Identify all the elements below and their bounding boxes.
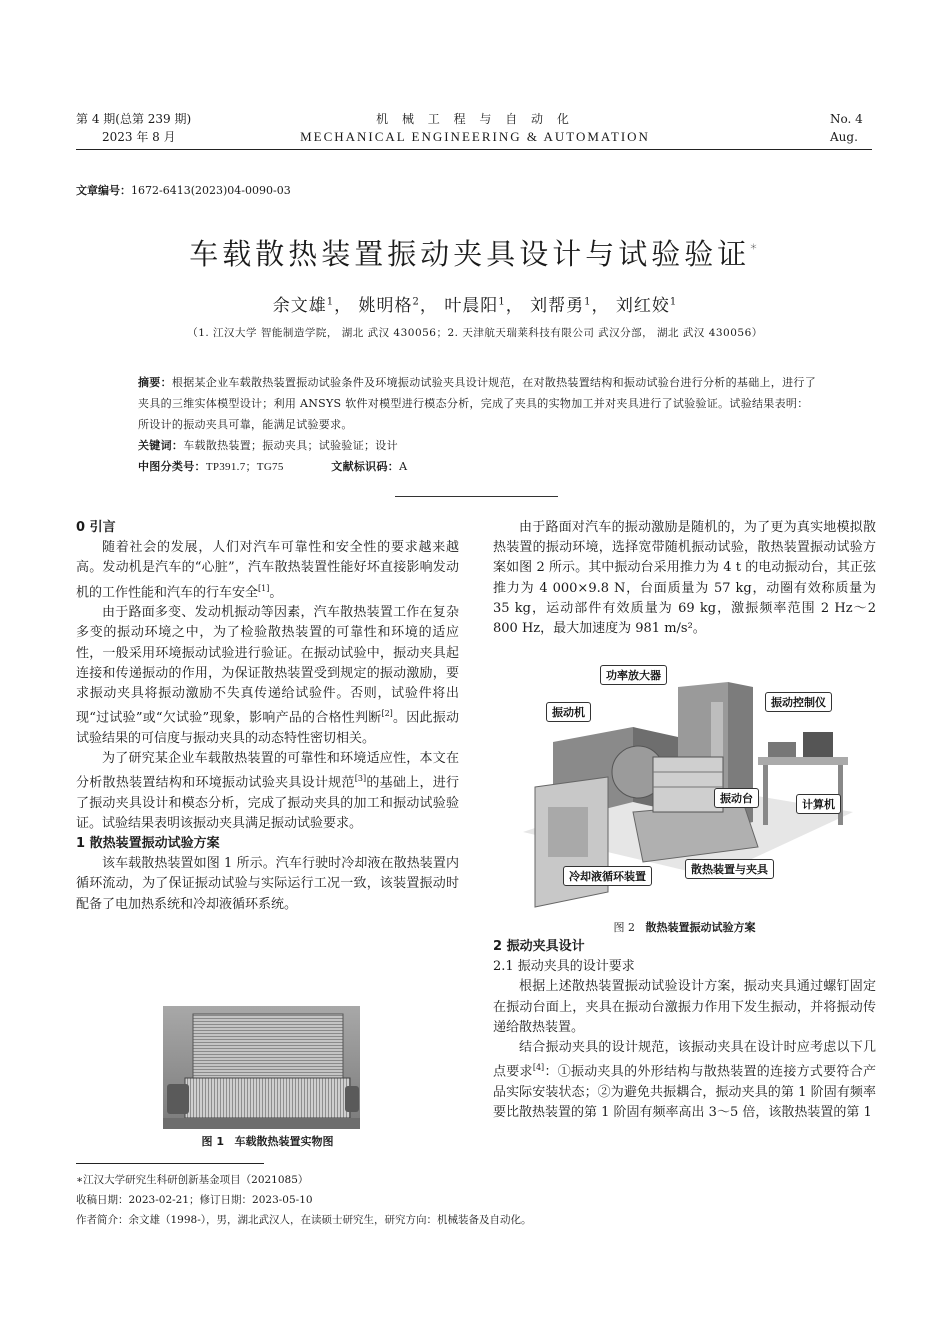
journal-name: 机 械 工 程 与 自 动 化 MECHANICAL ENGINEERING & AUTOMATION bbox=[300, 112, 650, 144]
keywords: 关键词：车载散热装置；振动夹具；试验验证；设计 bbox=[138, 439, 398, 452]
header-rule bbox=[76, 149, 872, 150]
paragraph: 为了研究某企业车载散热装置的可靠性和环境适应性，本文在分析散热装置结构和环境振动试验夹具设计规范[3]的基础上，进行了振动夹具设计和模态分析，完成了振动夹具的加工和振动试验验证。试验结果表明该振动夹具满足振动试验要求。 bbox=[76, 750, 459, 831]
journal-issue: 第 4 期(总第 239 期) 2023 年 8 月 bbox=[76, 112, 192, 144]
paragraph: 根据上述散热装置振动试验设计方案，振动夹具通过螺钉固定在振动台面上，夹具在振动台激振力作用下发生振动，并将振动传递给散热装置。 bbox=[493, 979, 876, 1035]
label-computer: 计算机 bbox=[796, 794, 841, 814]
footnote-dates: 收稿日期：2023-02-21；修订日期：2023-05-10 bbox=[76, 1194, 313, 1206]
label-vibration-table: 振动台 bbox=[714, 788, 759, 808]
author: 余文雄 bbox=[272, 296, 327, 316]
paper-title: 车载散热装置振动夹具设计与试验验证* bbox=[189, 237, 761, 271]
author-list: 余文雄$^1$， 姚明格$^2$， 叶晨阳$^1$， 刘帮勇$^1$， 刘红姣$^1$ bbox=[272, 296, 678, 316]
right-column-top bbox=[493, 518, 876, 639]
section-heading: 0 引言 bbox=[76, 520, 116, 535]
figure-2-caption: 图 2 散热装置振动试验方案 bbox=[613, 921, 756, 934]
author: 姚明格 bbox=[358, 296, 413, 316]
journal-number: No. 4 Aug. bbox=[830, 112, 863, 144]
radiator-photo bbox=[163, 1006, 360, 1129]
affiliations: （1. 江汉大学 智能制造学院， 湖北 武汉 430056；2. 天津航天瑞莱科技有限公司 武汉分部， 湖北 武汉 430056） bbox=[187, 327, 763, 339]
label-power-amplifier: 功率放大器 bbox=[600, 665, 667, 685]
label-shaker: 振动机 bbox=[546, 702, 591, 722]
paragraph: 由于路面多变、发动机振动等因素，汽车散热装置工作在复杂多变的振动环境之中，为了检验散热装置的可靠性和环境的适应性，一般采用环境振动试验进行验证。在振动试验中，振动夹具起连接和传递振动的作用，为保证散热装置受到规定的振动激励，要求振动夹具将振动激励不失真传递给试验件。否则，试验件将出现“过试验”或“欠试验”现象，影响产品的合格性判断[2]。因此振动试验结果的可信度与振动夹具的动态特性密切相关。 bbox=[76, 605, 459, 746]
author: 叶晨阳 bbox=[444, 296, 499, 316]
abstract-block bbox=[138, 372, 818, 478]
footnotes bbox=[76, 1170, 532, 1230]
section-heading: 2 振动夹具设计 bbox=[493, 939, 585, 954]
section-heading: 1 散热装置振动试验方案 bbox=[76, 836, 220, 852]
abstract: 摘要：根据某企业车载散热装置振动试验条件及环境振动试验夹具设计规范，在对散热装置结构和振动试验台进行分析的基础上，进行了夹具的三维实体模型设计；利用 ANSYS 软件对模型进行模态分析，完成了夹具的实物加工并对夹具进行了试验验证。试验结果表明：所设计的振动夹具可靠，能满足试验要求。 bbox=[138, 376, 817, 431]
label-radiator-fixture: 散热装置与夹具 bbox=[685, 859, 774, 879]
left-column bbox=[76, 518, 459, 915]
abstract-divider bbox=[395, 496, 558, 497]
subsection-heading: 2.1 振动夹具的设计要求 bbox=[493, 959, 635, 975]
figure-1-caption: 图 1 车载散热装置实物图 bbox=[201, 1135, 334, 1148]
article-number: 文章编号：1672-6413(2023)04-0090-03 bbox=[76, 184, 291, 197]
figure-1-image bbox=[163, 1006, 360, 1129]
footnote-bio: 作者简介：余文雄（1998-），男，湖北武汉人，在读硕士研究生，研究方向：机械装备及自动化。 bbox=[76, 1214, 532, 1226]
paragraph: 由于路面对汽车的振动激励是随机的，为了更为真实地模拟散热装置的振动环境，选择宽带随机振动试验，散热装置振动试验方案如图 2 所示。其中振动台采用推力为 4 t 的电动振动台，其正弦推力为 4 000×9.8 N，台面质量为 57 kg，动圈有效称质量为 35 kg，运动部件有效质量为 69 kg，激振频率范围 2 Hz～2 800 Hz，最大加速度为 981 m/s²。 bbox=[493, 520, 876, 637]
paragraph: 结合振动夹具的设计规范，该振动夹具在设计时应考虑以下几点要求[4]：①振动夹具的外形结构与散热装置的连接方式要符合产品实际安装状态；②为避免共振耦合，振动夹具的第 1 阶固有频率要比散热装置的第 1 阶固有频率高出 3～5 倍，该散热装置的第 1 bbox=[493, 1040, 876, 1120]
paragraph: 该车载散热装置如图 1 所示。汽车行驶时冷却液在散热装置内循环流动，为了保证振动试验与实际运行工况一致，该装置振动时配备了电加热系统和冷却液循环系统。 bbox=[76, 856, 459, 912]
label-vibration-controller: 振动控制仪 bbox=[765, 692, 832, 712]
author: 刘帮勇 bbox=[530, 296, 585, 316]
footnote-rule bbox=[76, 1163, 264, 1164]
classification: 中图分类号：TP391.7；TG75 文献标识码：A bbox=[138, 460, 408, 473]
author: 刘红姣 bbox=[615, 296, 670, 316]
paragraph: 随着社会的发展，人们对汽车可靠性和安全性的要求越来越高。发动机是汽车的“心脏”，汽车散热装置性能好坏直接影响发动机的工作性能和汽车的行车安全[1]。 bbox=[76, 540, 459, 600]
footnote-fund: ∗江汉大学研究生科研创新基金项目（2021085） bbox=[76, 1174, 309, 1186]
figure-2-diagram bbox=[513, 662, 859, 914]
label-cooling-unit: 冷却液循环装置 bbox=[563, 866, 652, 886]
right-column-bottom bbox=[493, 937, 876, 1123]
